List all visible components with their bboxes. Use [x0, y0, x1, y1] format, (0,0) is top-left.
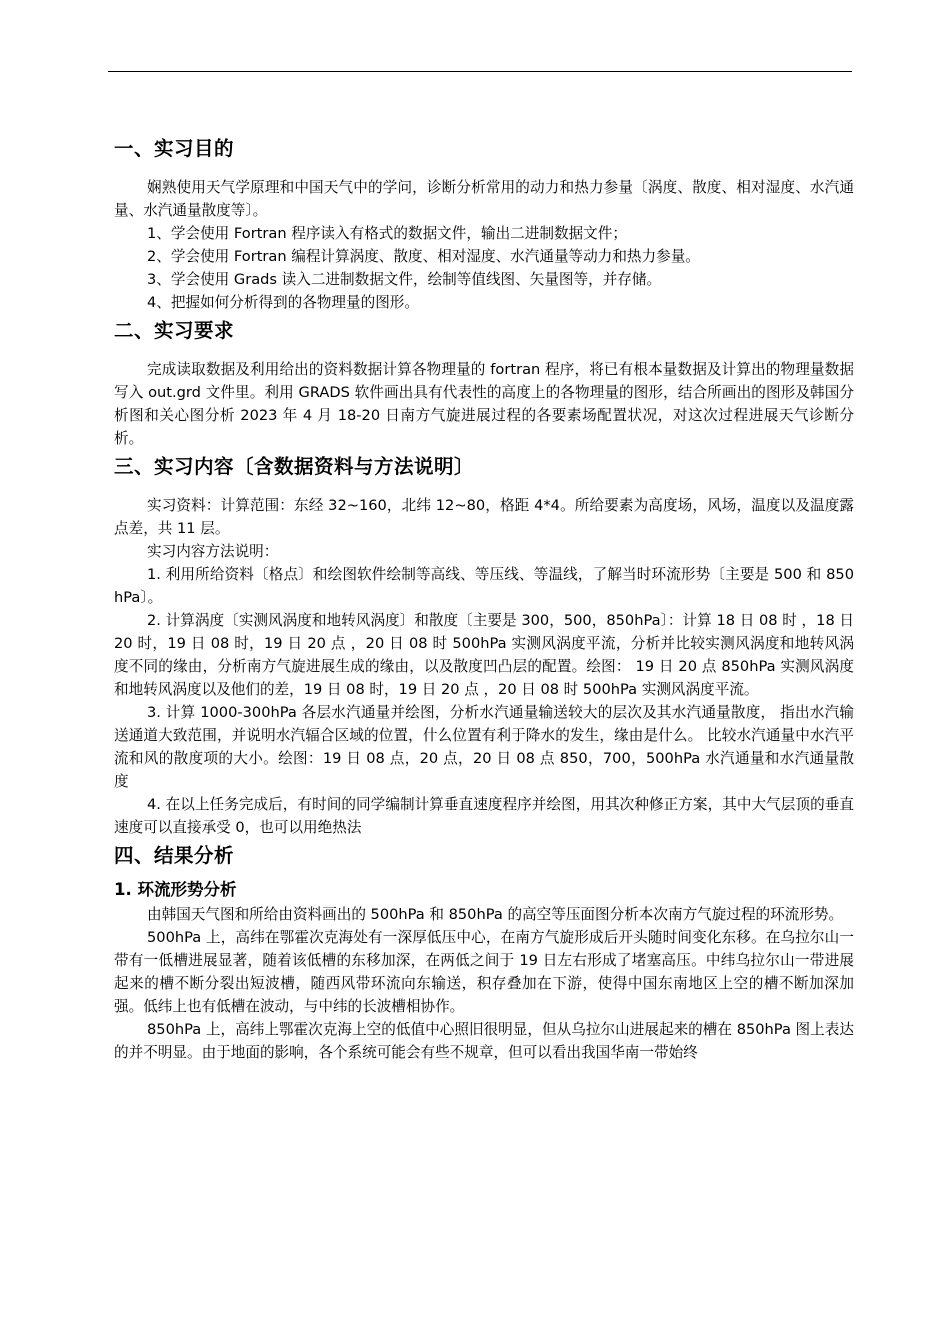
section-heading: 一、实习目的: [114, 137, 235, 160]
section-heading: 二、实习要求: [114, 319, 235, 342]
section-results: [114, 841, 854, 1064]
paragraph: 由韩国天气图和所给由资料画出的 500hPa 和 850hPa 的高空等压面图分析本次南方气旋过程的环流形势。: [147, 906, 844, 923]
paragraph: 500hPa 上，高纬在鄂霍次克海处有一深厚低压中心，在南方气旋形成后开头随时间变化东移。在乌拉尔山一带有一低槽进展显著，随着该低槽的东移加深，在两低之间于 19 日左右形成了堵塞高压。中纬乌拉尔山一带进展起来的槽不断分裂出短波槽，随西风带环流向东输送，积存叠加在下游，使得中国东南地区上空的槽不断加深加强。低纬上也有低槽在波动，与中纬的长波槽相协作。: [114, 929, 854, 1015]
paragraph: 3、学会使用 Grads 读入二进制数据文件，绘制等值线图、矢量图等，并存储。: [147, 271, 662, 288]
paragraph: 850hPa 上，高纬上鄂霍次克海上空的低值中心照旧很明显，但从乌拉尔山进展起来的槽在 850hPa 图上表达的并不明显。由于地面的影响，各个系统可能会有些不规章，但可以看出我国华南一带始终: [114, 1021, 854, 1061]
paragraph: 娴熟使用天气学原理和中国天气中的学问，诊断分析常用的动力和热力参量〔涡度、散度、相对湿度、水汽通量、水汽通量散度等〕。: [114, 179, 854, 219]
document-body: [114, 134, 854, 1064]
header-rule: [108, 71, 852, 72]
paragraph: 实习内容方法说明：: [147, 543, 279, 560]
section-heading: 三、实习内容〔含数据资料与方法说明〕: [114, 455, 475, 478]
paragraph: 2. 计算涡度〔实测风涡度和地转风涡度〕和散度〔主要是 300，500，850hPa〕：计算 18 日 08 时 ，18 日 20 时，19 日 08 时，19 日 20 点 ，20 日 08 时 500hPa 实测风涡度平流，分析并比较实测风涡度和地转风涡度不同的缘由，分析南方气旋进展生成的缘由，以及散度凹凸层的配置。绘图： 19 日 20 点 850hPa 实测风涡度和地转风涡度以及他们的差，19 日 08 时，19 日 20 点 ，20 日 08 时 500hPa 实测风涡度平流。: [114, 612, 854, 698]
section-heading: 四、结果分析: [114, 844, 235, 867]
subsection-heading: 1. 环流形势分析: [114, 880, 237, 899]
paragraph: 1、学会使用 Fortran 程序读入有格式的数据文件，输出二进制数据文件；: [147, 225, 627, 242]
paragraph: 4. 在以上任务完成后，有时间的同学编制计算垂直速度程序并绘图，用其次种修正方案，其中大气层顶的垂直速度可以直接承受 0，也可以用绝热法: [114, 796, 854, 836]
paragraph: 3. 计算 1000-300hPa 各层水汽通量并绘图，分析水汽通量输送较大的层次及其水汽通量散度， 指出水汽输送通道大致范围，并说明水汽辐合区域的位置，什么位置有利于降水的发生，缘由是什么。 比较水汽通量中水汽平流和风的散度项的大小。绘图：19 日 08 点，20 点，20 日 08 点 850，700，500hPa 水汽通量和水汽通量散度: [114, 704, 854, 790]
section-purpose: [114, 134, 854, 314]
paragraph: 1. 利用所给资料〔格点〕和绘图软件绘制等高线、等压线、等温线，了解当时环流形势〔主要是 500 和 850hPa〕。: [114, 566, 854, 606]
paragraph: 4、把握如何分析得到的各物理量的图形。: [147, 294, 419, 311]
paragraph: 2、学会使用 Fortran 编程计算涡度、散度、相对湿度、水汽通量等动力和热力参量。: [147, 248, 700, 265]
paragraph: 实习资料：计算范围：东经 32~160，北纬 12~80，格距 4*4。所给要素为高度场，风场，温度以及温度露点差，共 11 层。: [114, 497, 854, 537]
section-content: [114, 452, 854, 839]
section-requirements: [114, 316, 854, 450]
paragraph: 完成读取数据及利用给出的资料数据计算各物理量的 fortran 程序，将已有根本量数据及计算出的物理量数据写入 out.grd 文件里。利用 GRADS 软件画出具有代表性的高度上的各物理量的图形，结合所画出的图形及韩国分析图和关心图分析 2023 年 4 月 18-20 日南方气旋进展过程的各要素场配置状况，对这次过程进展天气诊断分析。: [114, 361, 854, 447]
